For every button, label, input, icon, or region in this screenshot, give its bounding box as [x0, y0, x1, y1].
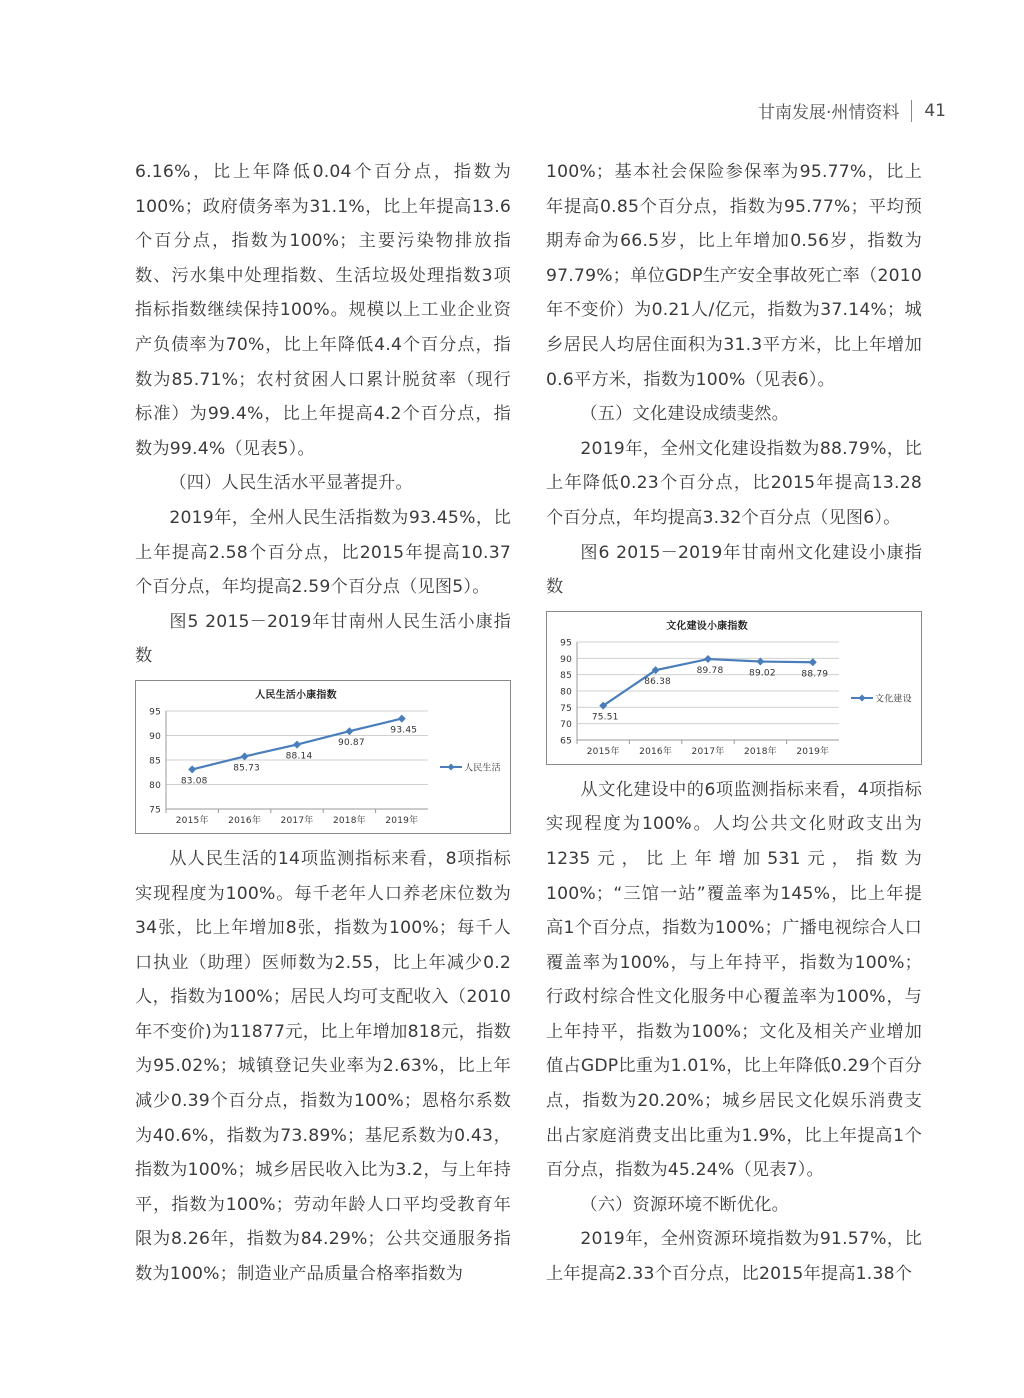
y-tick-label: 70	[560, 719, 572, 730]
legend-marker	[859, 694, 866, 701]
x-tick-label: 2018年	[332, 815, 366, 826]
data-label: 88.79	[801, 669, 829, 680]
x-tick-label: 2016年	[228, 815, 262, 826]
y-tick-label: 90	[560, 654, 572, 665]
section-heading: （六）资源环境不断优化。	[580, 1194, 790, 1215]
paragraph: 从人民生活的14项监测指标来看，8项指标实现程度为100%。每千老年人口养老床位数为34张，比上年增加8张，指数为100%；每千人口执业（助理）医师数为2.55，比上年减少0.2人，指数为100%；居民人均可支配收入（2010年不变价)为11877元，比上年增加818元，指数为95.02%；城镇登记失业率为2.63%，比上年减少0.39个百分点，指数为100%；恩格尔系数为40.6%，指数为73.89%；基尼系数为0.43，指数为100%；城乡居民收入比为3.2，与上年持平，指数为100%；劳动年龄人口平均受教育年限为8.26年，指数为84.29%；公共交通服务指数为100%；制造业产品质量合格率指数为	[135, 848, 511, 1285]
figure-caption: 图5 2015－2019年甘南州人民生活小康指数	[135, 611, 511, 667]
y-tick-label: 95	[560, 638, 572, 649]
legend-marker	[448, 763, 455, 770]
data-label: 75.51	[591, 712, 619, 723]
data-label: 93.45	[390, 725, 418, 736]
x-tick-label: 2015年	[175, 815, 209, 826]
data-point	[704, 655, 712, 663]
data-label: 88.14	[285, 751, 313, 762]
paragraph: 6.16%，比上年降低0.04个百分点，指数为100%；政府债务率为31.1%，比上年提高13.6个百分点，指数为100%；主要污染物排放指数、污水集中处理指数、生活垃圾处理指数3项指标指数继续保持100%。规模以上工业企业资产负债率为70%，比上年降低4.4个百分点，指数为85.71%；农村贫困人口累计脱贫率（现行标准）为99.4%，比上年提高4.2个百分点，指数为99.4%（见表5）。	[135, 162, 511, 459]
y-tick-label: 85	[560, 670, 572, 681]
chart-people-living	[135, 680, 511, 834]
header-divider	[911, 100, 912, 122]
x-tick-label: 2017年	[691, 746, 725, 757]
header-title: 甘南发展·州情资料	[757, 103, 900, 123]
page-number: 41	[924, 100, 946, 121]
data-label: 89.02	[749, 668, 776, 679]
data-label: 83.08	[180, 776, 208, 787]
data-label: 89.78	[696, 665, 724, 676]
x-tick-label: 2017年	[280, 815, 314, 826]
data-point	[345, 727, 353, 735]
y-tick-label: 80	[560, 687, 572, 698]
x-tick-label: 2019年	[796, 746, 830, 757]
paragraph: 2019年，全州人民生活指数为93.45%，比上年提高2.58个百分点，比2015年提高10.37个百分点，年均提高2.59个百分点（见图5）。	[135, 507, 511, 598]
section-heading: （五）文化建设成绩斐然。	[580, 404, 790, 425]
y-tick-label: 65	[560, 736, 572, 747]
y-tick-label: 90	[149, 731, 161, 742]
paragraph: 2019年，全州文化建设指数为88.79%，比上年降低0.23个百分点，比2015年提高13.28个百分点，年均提高3.32个百分点（见图6）。	[546, 438, 922, 528]
y-tick-label: 95	[149, 707, 161, 718]
chart-title: 人民生活小康指数	[255, 689, 337, 701]
data-point	[809, 658, 817, 666]
left-column	[135, 155, 511, 1292]
paragraph: 2019年，全州资源环境指数为91.57%，比上年提高2.33个百分点，比2015年提高1.38个	[546, 1229, 922, 1285]
data-point	[293, 741, 301, 749]
data-label: 86.38	[644, 676, 671, 687]
x-tick-label: 2018年	[743, 746, 777, 757]
right-column	[546, 155, 922, 1292]
data-point	[398, 715, 406, 723]
y-tick-label: 75	[560, 703, 572, 714]
legend-label: 人民生活	[464, 763, 501, 774]
paragraph: 从文化建设中的6项监测指标来看，4项指标实现程度为100%。人均公共文化财政支出为1235元，比上年增加531元，指数为100%；“三馆一站”覆盖率为145%，比上年提高1个百分点，指数为100%；广播电视综合人口覆盖率为100%，与上年持平，指数为100%；行政村综合性文化服务中心覆盖率为100%，与上年持平，指数为100%；文化及相关产业增加值占GDP比重为1.01%，比上年降低0.29个百分点，指数为20.20%；城乡居民文化娱乐消费支出占家庭消费支出比重为1.9%，比上年提高1个百分点，指数为45.24%（见表7）。	[546, 779, 922, 1181]
chart-title: 文化建设小康指数	[666, 620, 748, 632]
chart-culture	[546, 611, 922, 765]
y-tick-label: 85	[149, 756, 161, 767]
data-label: 85.73	[233, 763, 260, 774]
x-tick-label: 2015年	[586, 746, 620, 757]
y-tick-label: 80	[149, 780, 161, 791]
running-header	[758, 98, 946, 123]
y-tick-label: 75	[149, 805, 161, 816]
section-heading: （四）人民生活水平显著提升。	[169, 473, 413, 494]
x-tick-label: 2019年	[385, 815, 419, 826]
legend-label: 文化建设	[875, 694, 912, 705]
data-point	[188, 765, 196, 773]
data-point	[241, 752, 249, 760]
x-tick-label: 2016年	[639, 746, 673, 757]
paragraph: 100%；基本社会保险参保率为95.77%，比上年提高0.85个百分点，指数为95.77%；平均预期寿命为66.5岁，比上年增加0.56岁，指数为97.79%；单位GDP生产安全事故死亡率（2010年不变价）为0.21人/亿元，指数为37.14%；城乡居民人均居住面积为31.3平方米，比上年增加0.6平方米，指数为100%（见表6）。	[546, 162, 922, 390]
data-label: 90.87	[338, 738, 365, 749]
figure-caption: 图6 2015－2019年甘南州文化建设小康指数	[546, 542, 922, 598]
